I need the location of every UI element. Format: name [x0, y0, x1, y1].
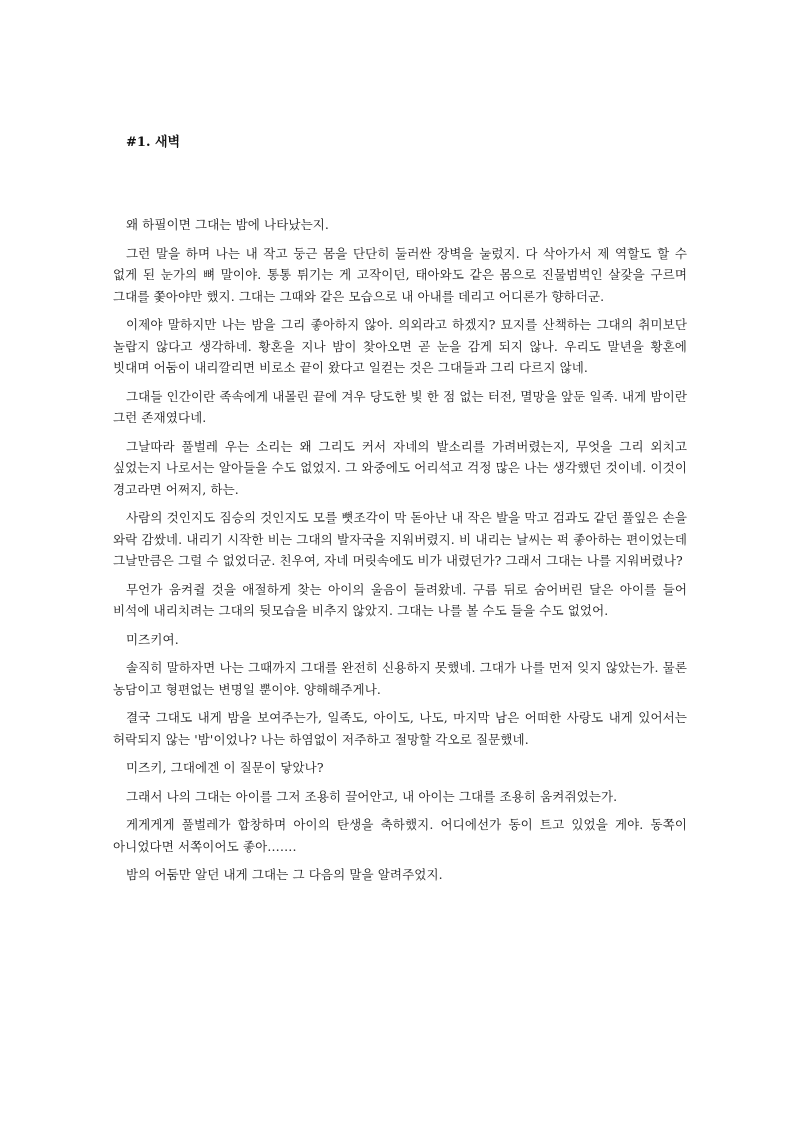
paragraph: 그래서 나의 그대는 아이를 그저 조용히 끌어안고, 내 아이는 그대를 조용히 움켜쥐었는가.: [126, 788, 618, 804]
paragraph: 사람의 것인지도 짐승의 것인지도 모를 뼛조각이 막 돋아난 내 작은 발을 막고 검과도 같던 풀잎은 손을 와락 감쌌네. 내리기 시작한 비는 그대의 발자국을 지워버렸지. 비 내리는 날씨는 퍽 좋아하는 편이었는데 그날만큼은 그럴 수 없었더군. 친우여, 자네 머릿속에도 비가 내렸던가? 그래서 그대는 나를 지워버렸나?: [113, 510, 687, 568]
paragraph: 게게게게 풀벌레가 합창하며 아이의 탄생을 축하했지. 어디에선가 동이 트고 있었을 게야. 동쪽이 아니었다면 서쪽이어도 좋아…….: [113, 817, 687, 854]
paragraph: 이제야 말하지만 나는 밤을 그리 좋아하지 않아. 의외라고 하겠지? 묘지를 산책하는 그대의 취미보단 놀랍지 않다고 생각하네. 황혼을 지나 밤이 찾아오면 곧 눈을 감게 되지 않나. 우리도 말년을 황혼에 빗대며 어둠이 내리깔리면 비로소 끝이 왔다고 일컫는 것은 그대들과 그리 다르지 않네.: [113, 317, 687, 375]
paragraph: 밤의 어둠만 알던 내게 그대는 그 다음의 말을 알려주었지.: [126, 867, 443, 882]
paragraph: 그대들 인간이란 족속에게 내몰린 끝에 겨우 당도한 빛 한 점 없는 터전, 멸망을 앞둔 일족. 내게 밤이란 그런 존재였다네.: [113, 388, 687, 425]
paragraph: 그런 말을 하며 나는 내 작고 둥근 몸을 단단히 둘러싼 장벽을 눌렀지. 다 삭아가서 제 역할도 할 수 없게 된 눈가의 뼈 말이야. 통통 튀기는 게 고작이던, 태아와도 같은 몸으로 진물범벅인 살갗을 구르며 그대를 쫓아야만 했지. 그대는 그때와 같은 모습으로 내 아내를 데리고 어디론가 향하더군.: [113, 245, 687, 304]
paragraph: 미즈키, 그대에겐 이 질문이 닿았나?: [126, 760, 324, 775]
paragraph: 그날따라 풀벌레 우는 소리는 왜 그리도 커서 자네의 발소리를 가려버렸는지, 무엇을 그리 외치고 싶었는지 나로서는 알아들을 수도 없었지. 그 와중에도 어리석고 걱정 많은 나는 생각했던 것이네. 이것이 경고라면 어쩌지, 하는.: [113, 438, 687, 497]
paragraph: 왜 하필이면 그대는 밤에 나타났는지.: [126, 217, 329, 232]
paragraph: 무언가 움켜쥘 것을 애절하게 찾는 아이의 울음이 들려왔네. 구름 뒤로 숨어버린 달은 아이를 들어 비석에 내리치려는 그대의 뒷모습을 비추지 않았지. 그대는 나를 볼 수도 들을 수도 없었어.: [113, 581, 687, 618]
paragraph: 솔직히 말하자면 나는 그때까지 그대를 완전히 신용하지 못했네. 그대가 나를 먼저 잊지 않았는가. 물론 농담이고 형편없는 변명일 뿐이야. 양해해주게나.: [113, 660, 687, 697]
paragraph: 미즈키여.: [126, 631, 179, 647]
section-heading: #1. 새벽: [126, 135, 181, 150]
paragraph: 결국 그대도 내게 밤을 보여주는가, 일족도, 아이도, 나도, 마지막 남은 어떠한 사랑도 내게 있어서는 허락되지 않는 '밤'이었나? 나는 하염없이 저주하고 절망할 각오로 질문했네.: [113, 710, 687, 747]
body-text: [113, 214, 687, 893]
